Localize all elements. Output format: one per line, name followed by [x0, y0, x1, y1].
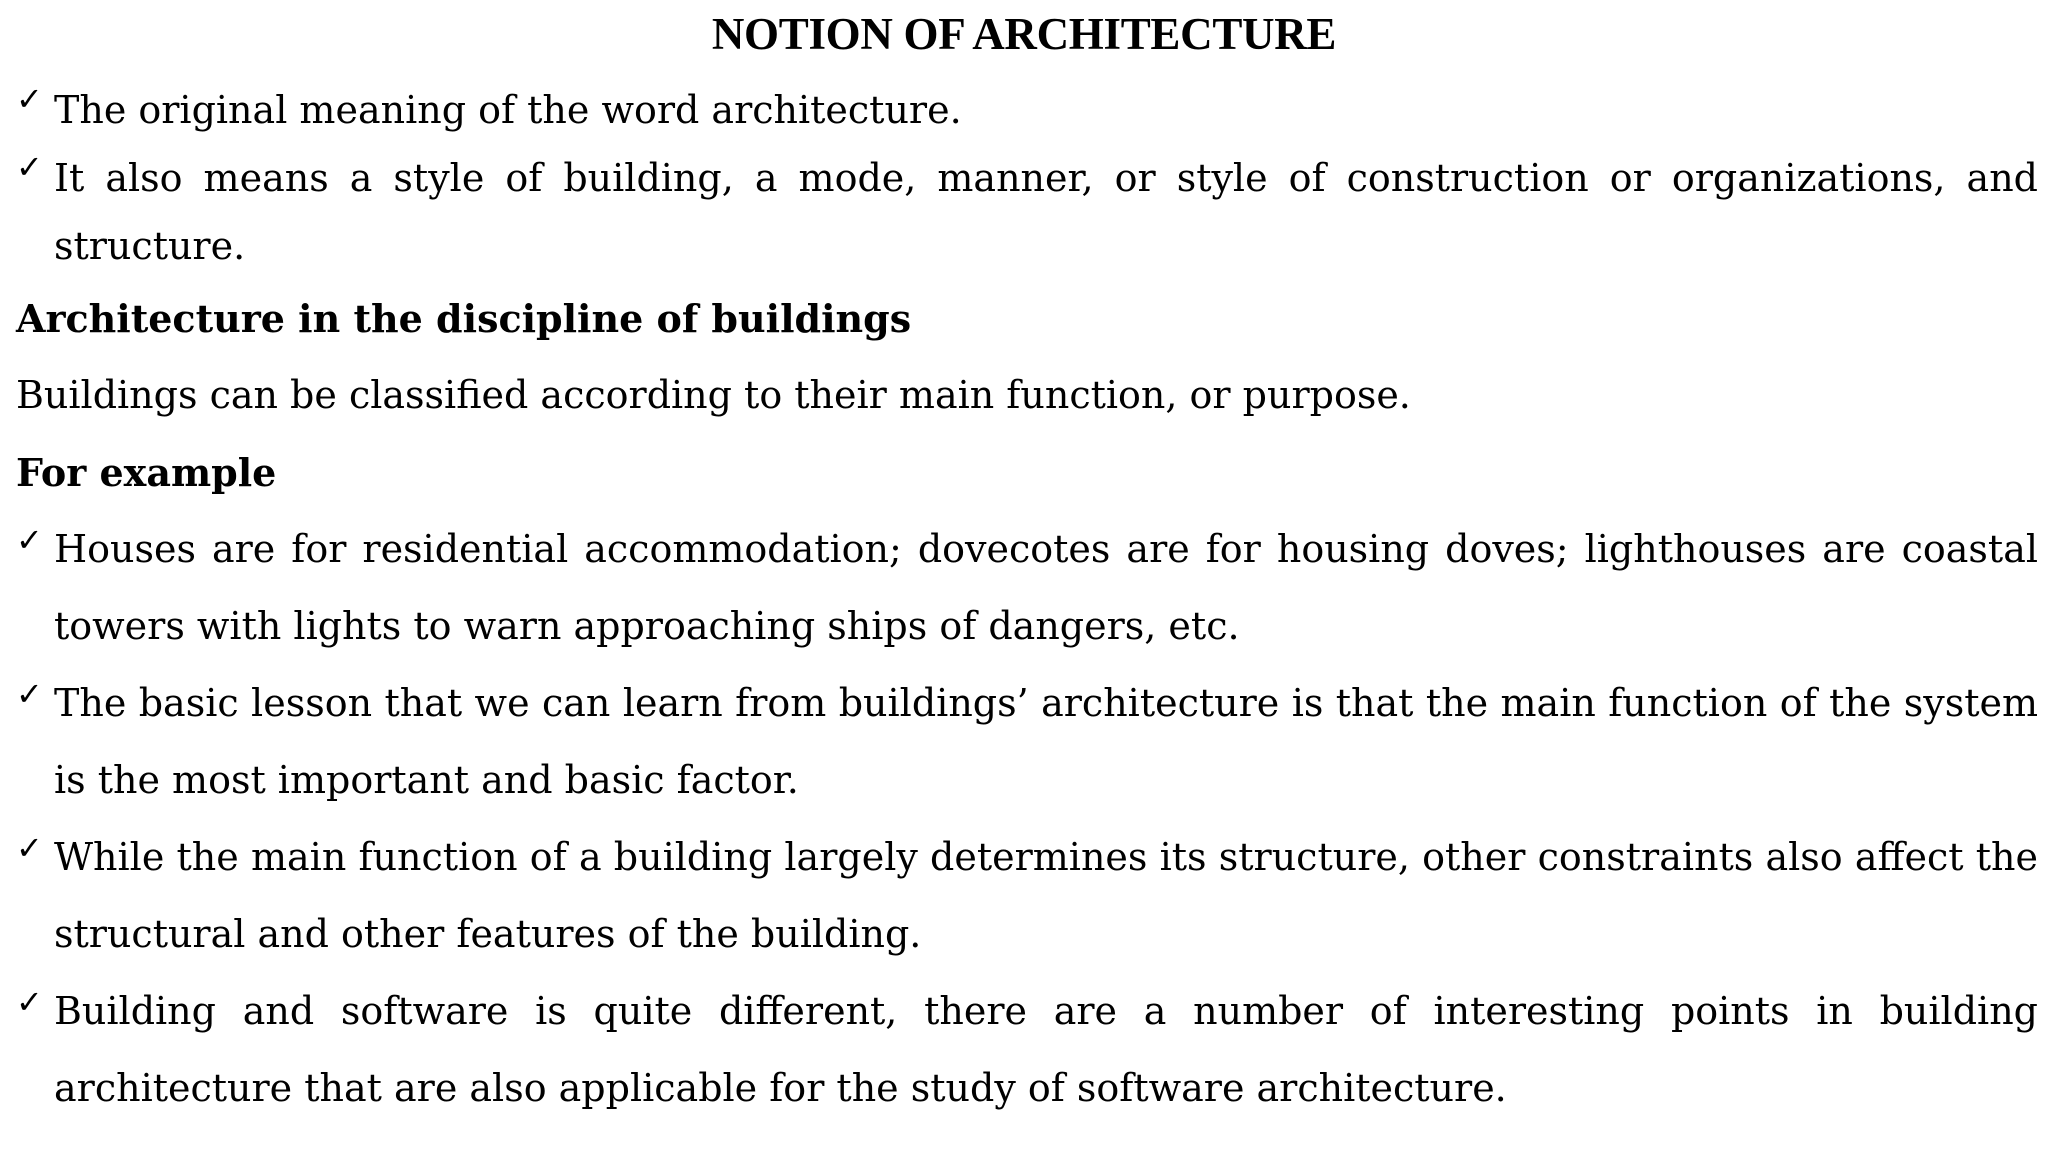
intro-bullet-1-text: The original meaning of the word architecture.: [54, 88, 962, 132]
example-bullet-4-text: Building and software is quite different, there are a number of interesting points in building architecture that are also applicable for the study of software architecture.: [54, 989, 2038, 1110]
check-mark-icon: ✓: [16, 675, 43, 713]
example-bullet-1-text: Houses are for residential accommodation; dovecotes are for housing doves; lighthouses are coastal towers with lights to warn approaching ships of dangers, etc.: [54, 527, 2038, 648]
example-bullet-3-text: While the main function of a building largely determines its structure, other constraints also affect the structural and other features of the building.: [54, 835, 2038, 956]
example-bullet-3: [16, 819, 2038, 973]
example-bullet-4: [16, 973, 2038, 1127]
check-mark-icon: ✓: [16, 983, 43, 1021]
check-mark-icon: ✓: [16, 80, 43, 118]
section-paragraph: Buildings can be classified according to their main function, or purpose.: [16, 373, 1411, 417]
intro-bullet-1: [16, 76, 2038, 144]
check-mark-icon: ✓: [16, 521, 43, 559]
example-bullet-2: [16, 665, 2038, 819]
example-bullet-2-text: The basic lesson that we can learn from buildings’ architecture is that the main function of the system is the most important and basic factor.: [54, 681, 2038, 802]
check-mark-icon: ✓: [16, 829, 43, 867]
intro-bullet-2: [16, 144, 2038, 280]
slide-content: [16, 76, 2038, 1127]
intro-bullet-2-text: It also means a style of building, a mode, manner, or style of construction or organizations, and structure.: [54, 156, 2038, 268]
slide-title: NOTION OF ARCHITECTURE: [711, 9, 1337, 59]
example-heading: For example: [16, 450, 277, 495]
check-mark-icon: ✓: [16, 148, 43, 186]
example-bullet-1: [16, 511, 2038, 665]
section-heading: Architecture in the discipline of buildings: [16, 296, 912, 341]
